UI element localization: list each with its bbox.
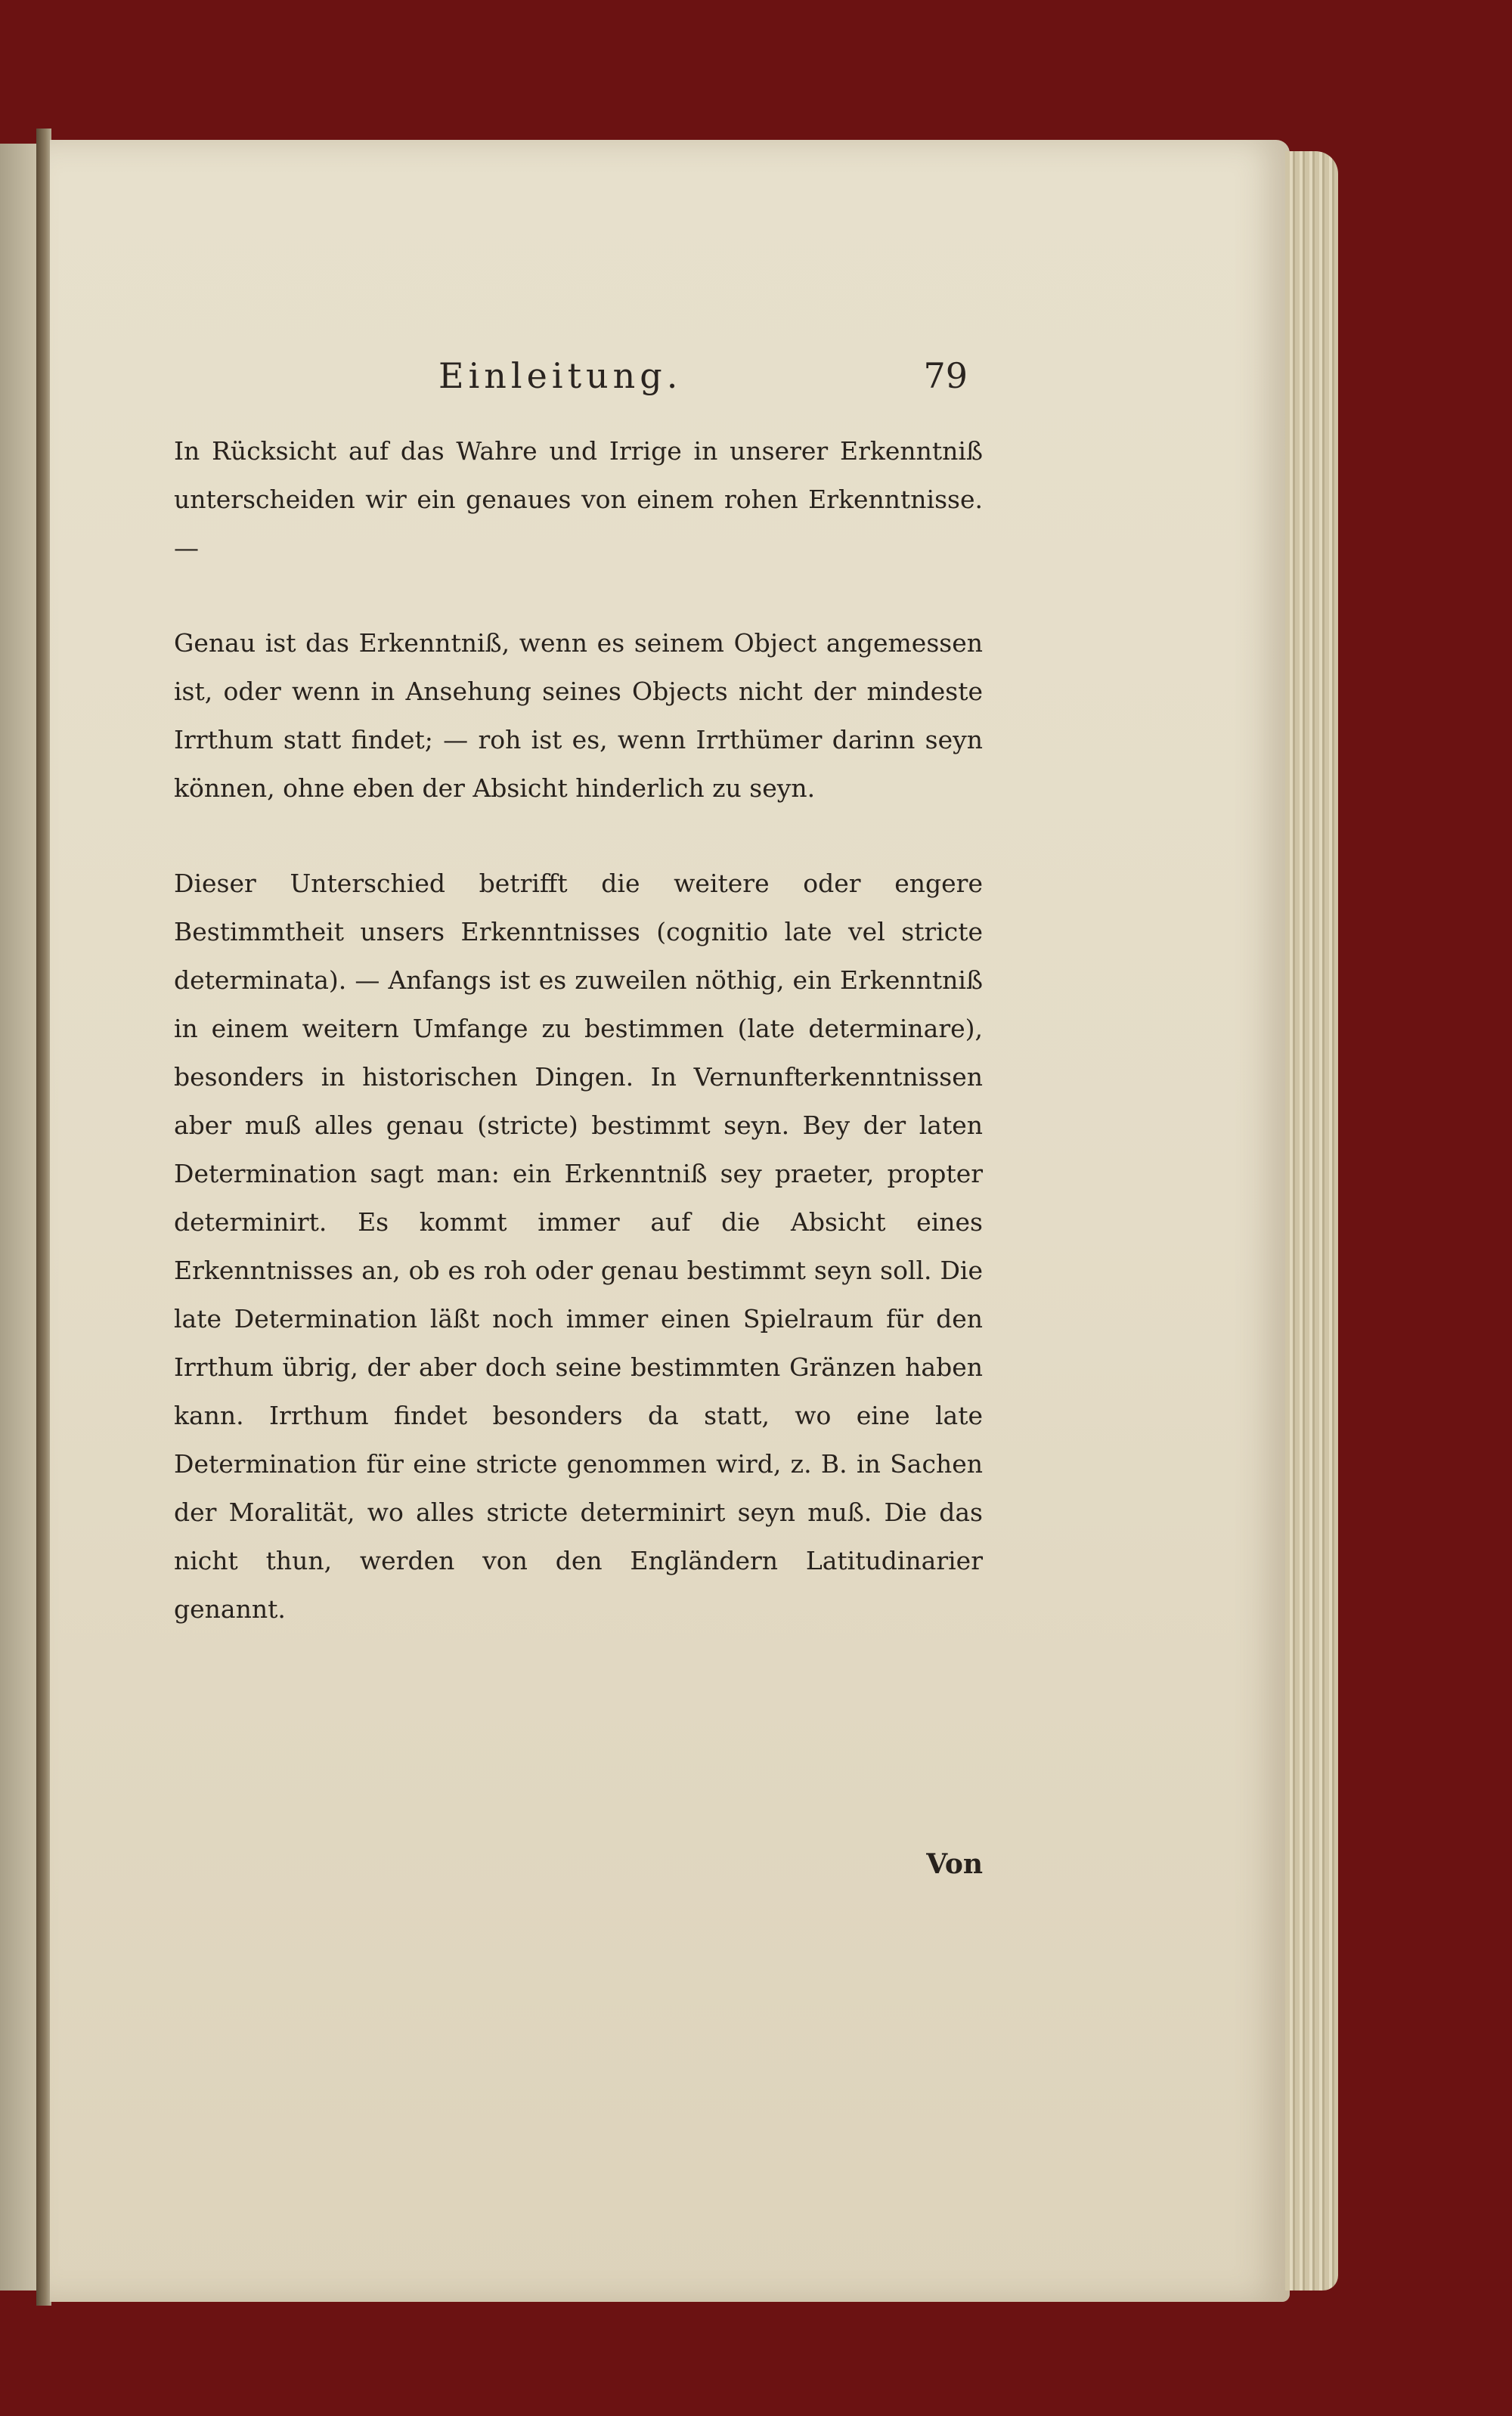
paragraph-1: In Rücksicht auf das Wahre und Irrige in unserer Erkenntniß unterscheiden wir ein genaues von einem rohen Erkenntnisse. — [174, 436, 983, 562]
page-header [438, 355, 968, 416]
body-text [174, 427, 983, 1634]
left-page-edge [0, 144, 36, 2291]
book-gutter [36, 129, 51, 2306]
page-number: 79 [923, 355, 968, 396]
page-edges [1285, 151, 1338, 2291]
running-head: Einleitung. [438, 355, 683, 396]
paragraph-3: Dieser Unterschied betrifft die weitere oder engere Bestimmtheit unsers Erkenntnisses (cognitio late vel stricte determinata). — Anfangs ist es zuweilen nöthig, ein Erkenntniß in einem weitern Umfange zu bestimmen (late determinare), besonders in historischen Dingen. In Vernunfterkenntnissen aber muß alles genau (stricte) bestimmt seyn. Bey der laten Determination sagt man: ein Erkenntniß sey praeter, propter determinirt. Es kommt immer auf die Absicht eines Erkenntnisses an, ob es roh oder genau bestimmt seyn soll. Die late Determination läßt noch immer einen Spielraum für den Irrthum übrig, der aber doch seine bestimmten Gränzen haben kann. Irrthum findet besonders da statt, wo eine late Determination für eine stricte genommen wird, z. B. in Sachen der Moralität, wo alles stricte determinirt seyn muß. Die das nicht thun, werden von den Engländern Latitudinarier genannt. [174, 869, 983, 1624]
paragraph-2: Genau ist das Erkenntniß, wenn es seinem Object angemessen ist, oder wenn in Ansehung seines Objects nicht der mindeste Irrthum statt findet; — roh ist es, wenn Irrthümer darinn seyn können, ohne eben der Absicht hinderlich zu seyn. [174, 628, 983, 803]
catchword: Von [926, 1848, 983, 1880]
